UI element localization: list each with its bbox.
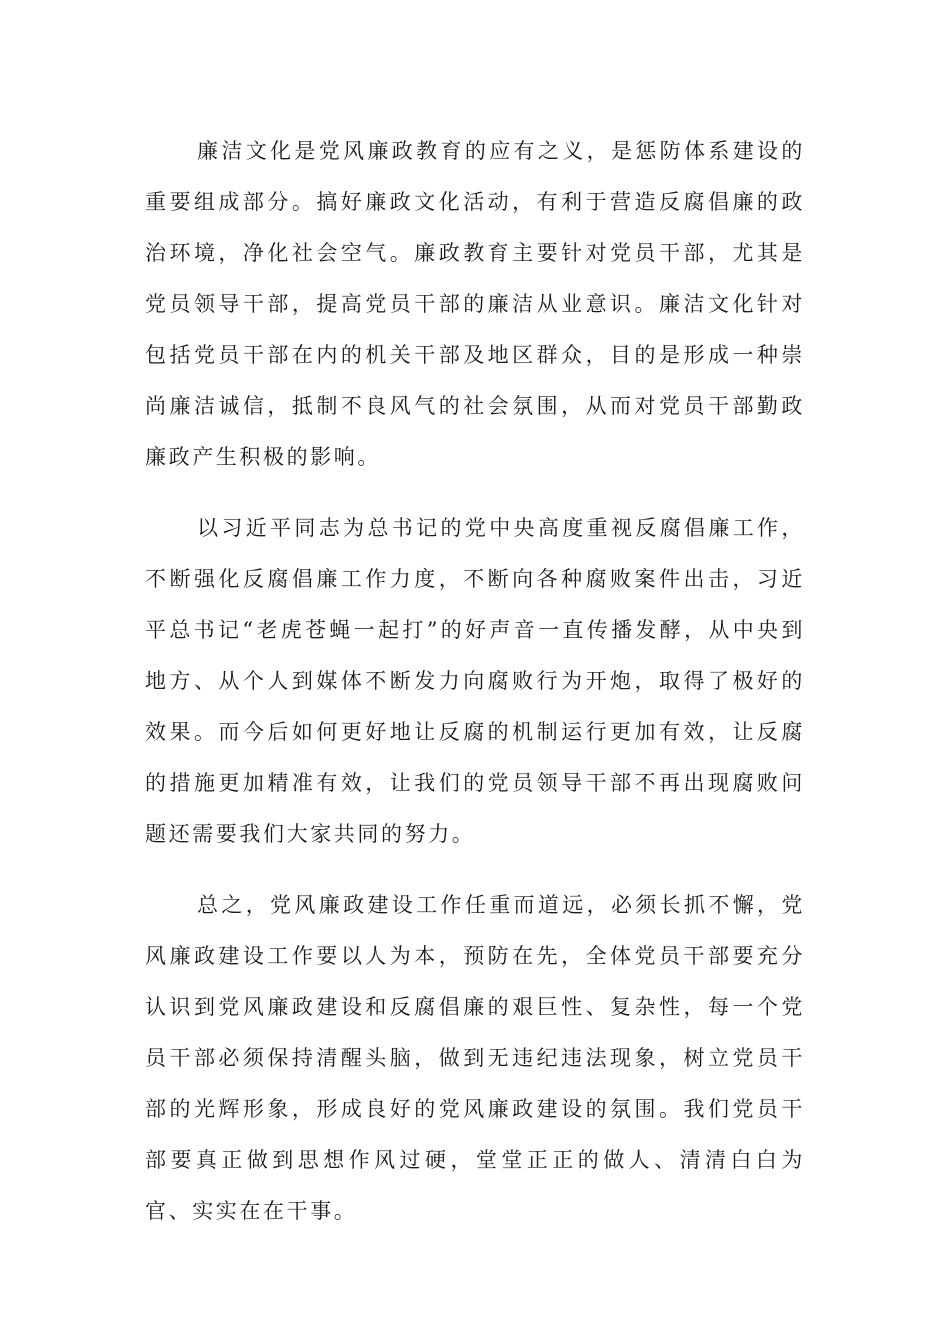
paragraph-1: 廉洁文化是党风廉政教育的应有之义，是惩防体系建设的重要组成部分。搞好廉政文化活动，有利于营造反腐倡廉的政治环境，净化社会空气。廉政教育主要针对党员干部，尤其是党员领导干部，提高党员干部的廉洁从业意识。廉洁文化针对包括党员干部在内的机关干部及地区群众，目的是形成一种崇尚廉洁诚信，抵制不良风气的社会氛围，从而对党员干部勤政廉政产生积极的影响。: [145, 139, 805, 469]
paragraph-2: 以习近平同志为总书记的党中央高度重视反腐倡廉工作，不断强化反腐倡廉工作力度，不断向各种腐败案件出击，习近平总书记“老虎苍蝇一起打”的好声音一直传播发酵，从中央到地方、从个人到媒体不断发力向腐败行为开炮，取得了极好的效果。而今后如何更好地让反腐的机制运行更加有效，让反腐的措施更加精准有效，让我们的党员领导干部不再出现腐败问题还需要我们大家共同的努力。: [145, 516, 805, 846]
document-body: [145, 126, 805, 1237]
paragraph-3: 总之，党风廉政建设工作任重而道远，必须长抓不懈，党风廉政建设工作要以人为本，预防在先，全体党员干部要充分认识到党风廉政建设和反腐倡廉的艰巨性、复杂性，每一个党员干部必须保持清醒头脑，做到无违纪违法现象，树立党员干部的光辉形象，形成良好的党风廉政建设的氛围。我们党员干部要真正做到思想作风过硬，堂堂正正的做人、清清白白为官、实实在在干事。: [145, 893, 805, 1223]
